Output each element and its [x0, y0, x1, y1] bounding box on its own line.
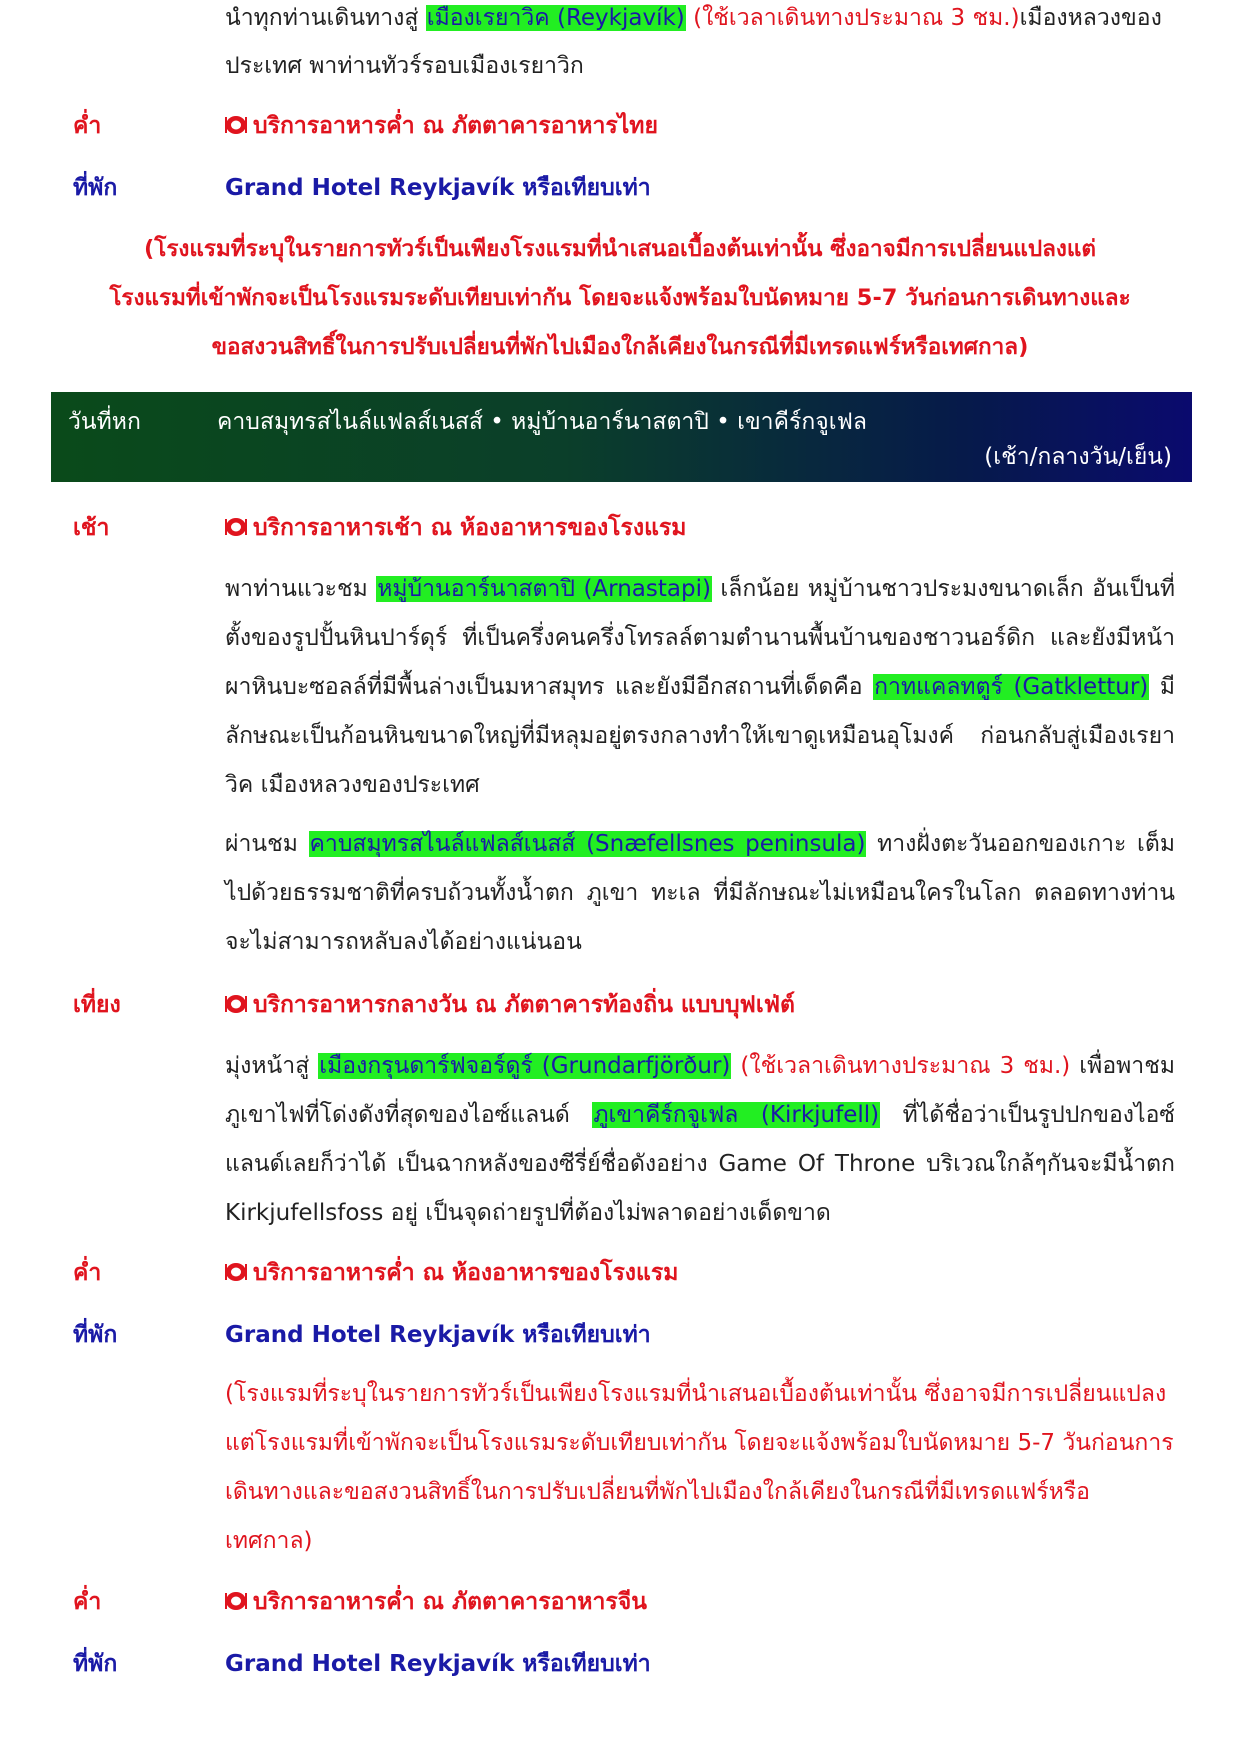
dinner-label: ค่ำ [73, 1260, 102, 1286]
hotel-label: ที่พัก [73, 175, 118, 201]
dish-icon [225, 1261, 247, 1283]
travel-time-note-2: (ใช้เวลาเดินทางประมาณ 3 ชม.) [731, 1053, 1071, 1079]
hotel-text: Grand Hotel Reykjavík หรือเทียบเท่า [225, 1322, 651, 1348]
day-number: วันที่หก [68, 409, 141, 435]
day-title: คาบสมุทรสไนล์แฟลส์เนสส์ • หมู่บ้านอาร์นาสตาปิ • เขาคีร์กจูเฟล [217, 409, 867, 435]
intro-pre: นำทุกท่านเดินทางสู่ [225, 5, 426, 31]
lunch-row [0, 985, 1241, 1025]
travel-time-note: (ใช้เวลาเดินทางประมาณ 3 ชม.) [685, 5, 1020, 31]
highlight-reykjavik: เมืองเรยาวิค (Reykjavík) [426, 5, 685, 31]
hotel-text: Grand Hotel Reykjavík หรือเทียบเท่า [225, 175, 651, 201]
hotel-row-3 [0, 1644, 1241, 1684]
highlight-gatklettur: กาทแคลทตูร์ (Gatklettur) [874, 674, 1149, 700]
breakfast-label: เช้า [73, 515, 110, 541]
highlight-grundarfjordur: เมืองกรุนดาร์ฟจอร์ดูร์ (Grundarfjörður) [319, 1053, 731, 1079]
hotel-notice-2: (โรงแรมที่ระบุในรายการทัวร์เป็นเพียงโรงแรมที่นำเสนอเบื้องต้นเท่านั้น ซึ่งอาจมีการเปลี่ยนแปลงแต่โรงแรมที่เข้าพักจะเป็นโรงแรมระดับเทียบเท่ากัน โดยจะแจ้งพร้อมใบนัดหมาย 5-7 วันก่อนการเดินทางและขอสงวนสิทธิ์ในการปรับเปลี่ยนที่พักไปเมืองใกล้เคียงในกรณีที่มีเทรดแฟร์หรือเทศกาล) [225, 1381, 1174, 1554]
highlight-kirkjufell: ภูเขาคีร์กจูเฟล (Kirkjufell) [593, 1102, 880, 1128]
intro-post: เมืองหลวงของประเทศ พาท่านทัวร์รอบเมืองเรยาวิก [225, 5, 1162, 79]
hotel-row-1 [0, 168, 1241, 208]
breakfast-row [0, 508, 1241, 548]
dinner-label: ค่ำ [73, 113, 102, 139]
dinner-row-2 [0, 1253, 1241, 1293]
day-meals: (เช้า/กลางวัน/เย็น) [984, 444, 1172, 470]
hotel-row-2 [0, 1315, 1241, 1355]
dinner-text: บริการอาหารค่ำ ณ ห้องอาหารของโรงแรม [225, 1253, 678, 1293]
hotel-label: ที่พัก [73, 1322, 118, 1348]
dish-icon [225, 993, 247, 1015]
dinner-text: บริการอาหารค่ำ ณ ภัตตาคารอาหารจีน [225, 1582, 647, 1622]
dinner-row-3 [0, 1582, 1241, 1622]
day-six-banner [51, 392, 1192, 482]
intro-paragraph [225, 0, 1175, 90]
hotel-notice-1: (โรงแรมที่ระบุในรายการทัวร์เป็นเพียงโรงแรมที่นำเสนอเบื้องต้นเท่านั้น ซึ่งอาจมีการเปลี่ยนแปลงแต่ โรงแรมที่เข้าพักจะเป็นโรงแรมระดับเทียบเท่ากัน โดยจะแจ้งพร้อมใบนัดหมาย 5-7 วันก่อนการเดินทางและ ขอสงวนสิทธิ์ในการปรับเปลี่ยนที่พักไปเมืองใกล้เคียงในกรณีที่มีเทรดแฟร์หรือเทศกาล) [109, 236, 1131, 360]
highlight-snaefellsnes: คาบสมุทรสไนล์แฟลส์เนสส์ (Snæfellsnes peninsula) [309, 831, 866, 857]
lunch-label: เที่ยง [73, 992, 121, 1018]
breakfast-text: บริการอาหารเช้า ณ ห้องอาหารของโรงแรม [225, 508, 686, 548]
kirkjufell-paragraph: มุ่งหน้าสู่ เมืองกรุนดาร์ฟจอร์ดูร์ (Grundarfjörður) (ใช้เวลาเดินทางประมาณ 3 ชม.) เพื่อพาชมภูเขาไฟที่โด่งดังที่สุดของไอซ์แลนด์ ภูเขาคีร์กจูเฟล (Kirkjufell) ที่ได้ชื่อว่าเป็นรูปปกของไอซ์แลนด์เลยก็ว่าได้ เป็นฉากหลังของซีรี่ย์ชื่อดังอย่าง Game Of Throne บริเวณใกล้ๆกันจะมีน้ำตก Kirkjufellsfoss อยู่ เป็นจุดถ่ายรูปที่ต้องไม่พลาดอย่างเด็ดขาด [225, 1053, 1175, 1226]
dish-icon [225, 1590, 247, 1612]
dinner-row-1 [0, 106, 1241, 146]
dinner-text: บริการอาหารค่ำ ณ ภัตตาคารอาหารไทย [225, 106, 658, 146]
snaefellsnes-paragraph: ผ่านชม คาบสมุทรสไนล์แฟลส์เนสส์ (Snæfellsnes peninsula) ทางฝั่งตะวันออกของเกาะ เต็มไปด้วยธรรมชาติที่ครบถ้วนทั้งน้ำตก ภูเขา ทะเล ที่มีลักษณะไม่เหมือนใครในโลก ตลอดทางท่านจะไม่สามารถหลับลงได้อย่างแน่นอน [225, 831, 1175, 955]
hotel-text: Grand Hotel Reykjavík หรือเทียบเท่า [225, 1651, 651, 1677]
dish-icon [225, 516, 247, 538]
lunch-text: บริการอาหารกลางวัน ณ ภัตตาคารท้องถิ่น แบบบุฟเฟ่ต์ [225, 985, 795, 1025]
dish-icon [225, 114, 247, 136]
highlight-arnastapi: หมู่บ้านอาร์นาสตาปิ (Arnastapi) [377, 576, 711, 602]
arnastapi-paragraph: พาท่านแวะชม หมู่บ้านอาร์นาสตาปิ (Arnastapi) เล็กน้อย หมู่บ้านชาวประมงขนาดเล็ก อันเป็นที่ตั้งของรูปปั้นหินปาร์ดุร์ ที่เป็นครึ่งคนครึ่งโทรลล์ตามตำนานพื้นบ้านของชาวนอร์ดิก และยังมีหน้าผาหินบะซอลล์ที่มีพื้นล่างเป็นมหาสมุทร และยังมีอีกสถานที่เด็ดคือ กาทแคลทตูร์ (Gatklettur) มีลักษณะเป็นก้อนหินขนาดใหญ่ที่มีหลุมอยู่ตรงกลางทำให้เขาดูเหมือนอุโมงค์ ก่อนกลับสู่เมืองเรยาวิค เมืองหลวงของประเทศ [225, 576, 1175, 798]
hotel-label: ที่พัก [73, 1651, 118, 1677]
dinner-label: ค่ำ [73, 1589, 102, 1615]
